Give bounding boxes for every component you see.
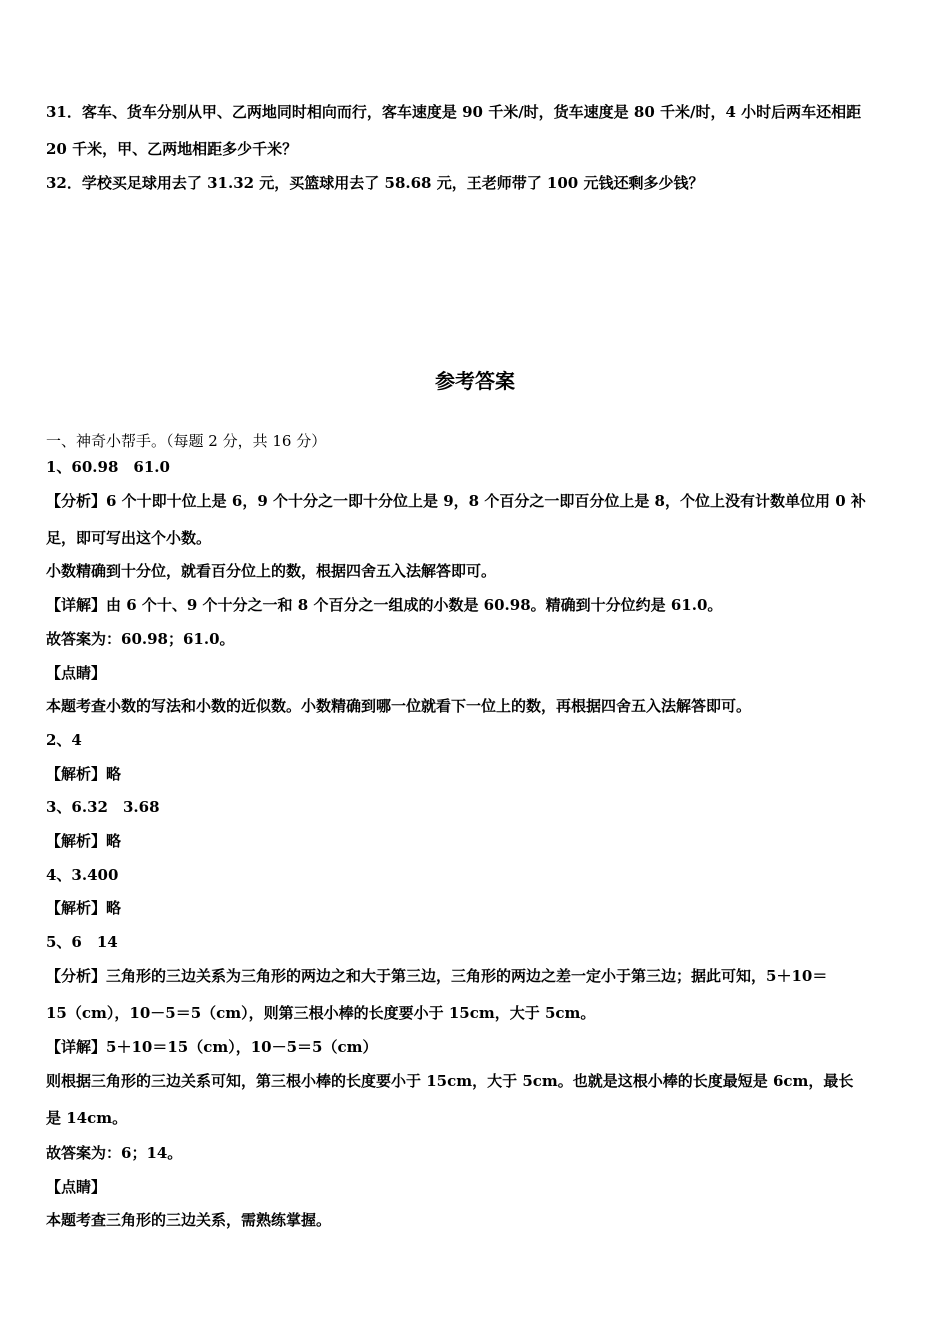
answer-5-detail-line-2: 则根据三角形的三边关系可知，第三根小棒的长度要小于 15cm，大于 5cm。也就是这根小棒的长度最短是 6cm，最长 <box>46 1072 854 1090</box>
answer-2: 2、4 <box>46 731 82 749</box>
answer-5-analysis <box>46 966 906 986</box>
answer-4-analysis <box>46 898 906 918</box>
answer-1-comment: 本题考查小数的写法和小数的近似数。小数精确到哪一位就看下一位上的数，再根据四舍五入法解答即可。 <box>46 697 752 715</box>
detail-text: 由 6 个十、9 个十分之一和 8 个百分之一组成的小数是 60.98。精确到十分位约是 61.0。 <box>106 596 723 614</box>
section-heading: 一、神奇小帮手。（每题 2 分，共 16 分） <box>46 432 327 450</box>
answer-5-detail <box>46 1037 906 1057</box>
answer-2-analysis <box>46 764 906 784</box>
answer-5-analysis-line-2: 15（cm），10－5＝5（cm），则第三根小棒的长度要小于 15cm，大于 5cm。 <box>46 1004 596 1022</box>
detail-text: 5＋10＝15（cm），10－5＝5（cm） <box>106 1038 378 1056</box>
question-32: 32．学校买足球用去了 31.32 元，买篮球用去了 58.68 元，王老师带了 100 元钱还剩多少钱？ <box>46 174 704 192</box>
answer-5: 5、6 14 <box>46 933 118 951</box>
detail-tag: 【详解】 <box>46 596 107 614</box>
analysis-tag: 【解析】 <box>46 832 107 850</box>
answers-title: 参考答案 <box>435 369 515 393</box>
analysis-tag: 【解析】 <box>46 899 107 917</box>
answer-4: 4、3.400 <box>46 866 119 884</box>
analysis-text: 略 <box>106 899 122 917</box>
answer-1-analysis-line-3: 小数精确到十分位，就看百分位上的数，根据四舍五入法解答即可。 <box>46 562 497 580</box>
answer-3: 3、6.32 3.68 <box>46 798 160 816</box>
answer-5-comment: 本题考查三角形的三边关系，需熟练掌握。 <box>46 1211 332 1229</box>
answer-3-analysis <box>46 831 906 851</box>
answer-1-detail <box>46 595 906 615</box>
analysis-text: 6 个十即十位上是 6，9 个十分之一即十分位上是 9，8 个百分之一即百分位上是 8，个位上没有计数单位用 0 补 <box>106 492 866 510</box>
answer-1-analysis-line-2: 足，即可写出这个小数。 <box>46 529 212 547</box>
answer-1-analysis <box>46 491 906 511</box>
analysis-tag: 【分析】 <box>46 967 107 985</box>
detail-tag: 【详解】 <box>46 1038 107 1056</box>
question-31-line-2: 20 千米，甲、乙两地相距多少千米？ <box>46 140 298 158</box>
analysis-tag: 【分析】 <box>46 492 107 510</box>
answer-5-detail-line-3: 是 14cm。 <box>46 1109 128 1127</box>
answer-1-comment-tag: 【点睛】 <box>46 664 107 682</box>
analysis-text: 略 <box>106 832 122 850</box>
answer-1: 1、60.98 61.0 <box>46 458 170 476</box>
analysis-text: 三角形的三边关系为三角形的两边之和大于第三边，三角形的两边之差一定小于第三边；据此可知，5＋10＝ <box>106 967 828 985</box>
analysis-text: 略 <box>106 765 122 783</box>
answer-1-conclusion: 故答案为：60.98；61.0。 <box>46 630 235 648</box>
question-31-line-1: 31．客车、货车分别从甲、乙两地同时相向而行，客车速度是 90 千米/时，货车速度是 80 千米/时，4 小时后两车还相距 <box>46 103 862 121</box>
analysis-tag: 【解析】 <box>46 765 107 783</box>
answer-5-conclusion: 故答案为：6；14。 <box>46 1144 183 1162</box>
answer-5-comment-tag: 【点睛】 <box>46 1178 107 1196</box>
